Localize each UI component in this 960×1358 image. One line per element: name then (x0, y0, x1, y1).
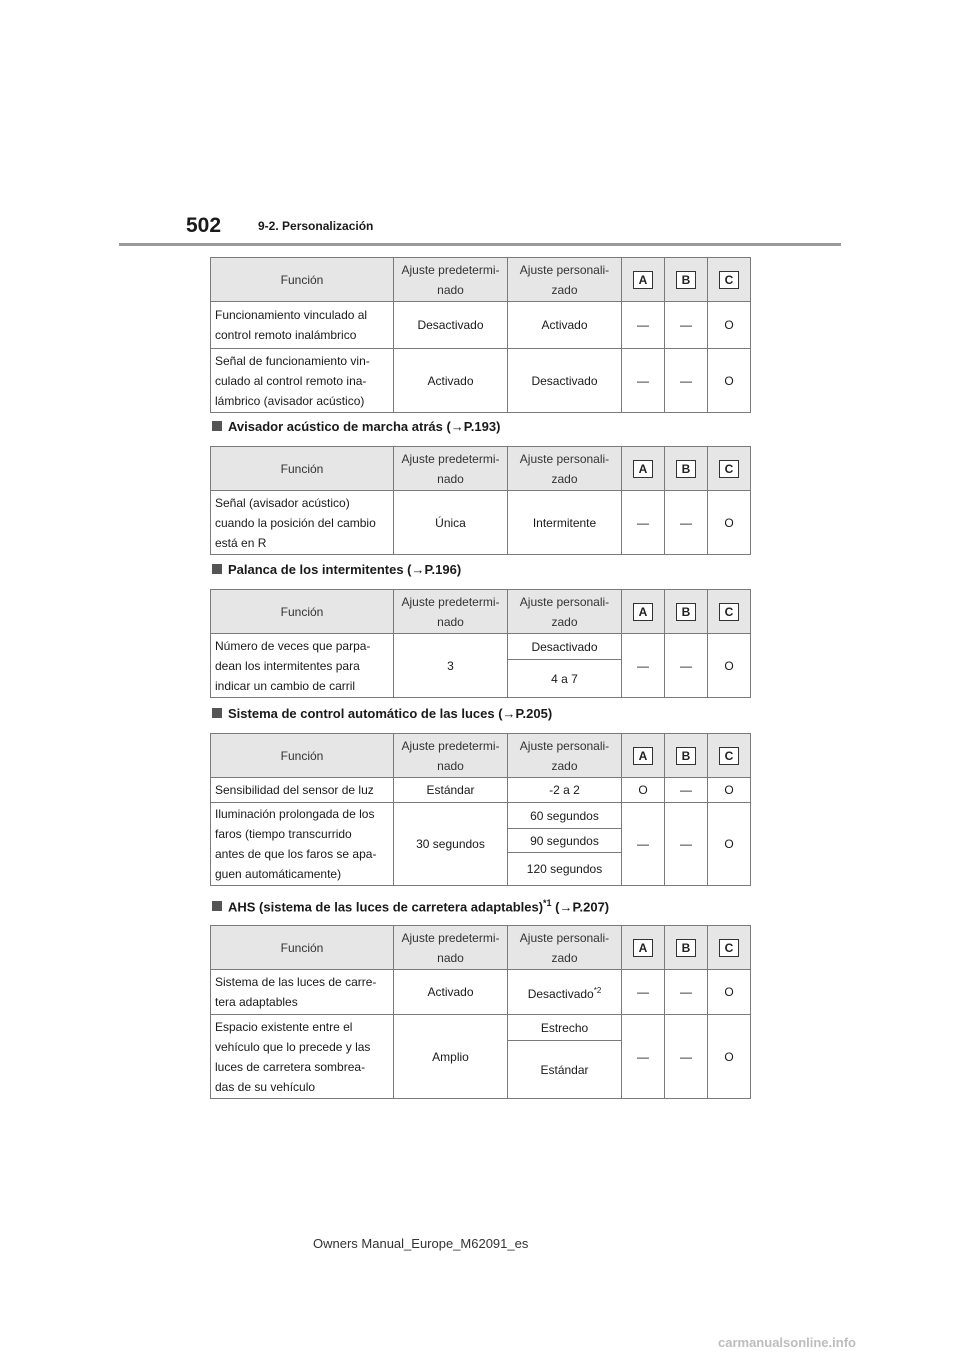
letter-a-icon: A (633, 271, 653, 289)
letter-c-icon: C (719, 271, 739, 289)
mark-b: — (665, 970, 708, 1015)
header-funcion: Función (211, 590, 394, 634)
custom-value: 4 a 7 (508, 660, 622, 698)
header-funcion: Función (211, 258, 394, 302)
header-ajuste-predeterminado: Ajuste predetermi- nado (394, 447, 508, 491)
custom-value: -2 a 2 (508, 778, 622, 803)
default-value: Activado (394, 970, 508, 1015)
chapter-title: 9-2. Personalización (258, 219, 374, 233)
custom-value: Desactivado (508, 634, 622, 660)
table-row (211, 302, 751, 349)
letter-a-icon: A (633, 747, 653, 765)
mark-c: O (708, 803, 751, 886)
letter-c-icon: C (719, 460, 739, 478)
bullet-square-icon (212, 564, 222, 574)
mark-c: O (708, 778, 751, 803)
header-ajuste-predeterminado: Ajuste predetermi- nado (394, 590, 508, 634)
header-funcion: Función (211, 734, 394, 778)
custom-value: Activado (508, 302, 622, 349)
mark-b: — (665, 634, 708, 698)
letter-b-icon: B (676, 603, 696, 621)
mark-b: — (665, 803, 708, 886)
default-value: 30 segundos (394, 803, 508, 886)
table-header-row (211, 447, 751, 491)
function-cell: Funcionamiento vinculado al control remoto inalámbrico (211, 302, 394, 349)
table-remote-control (210, 257, 751, 413)
mark-c: O (708, 349, 751, 413)
header-divider (119, 243, 841, 246)
header-ajuste-personalizado: Ajuste personali- zado (508, 926, 622, 970)
header-ajuste-personalizado: Ajuste personali- zado (508, 258, 622, 302)
mark-b: — (665, 349, 708, 413)
bullet-square-icon (212, 421, 222, 431)
function-cell: Número de veces que parpa- dean los intermitentes para indicar un cambio de carril (211, 634, 394, 698)
table-row (211, 634, 751, 660)
mark-b: — (665, 491, 708, 555)
mark-b: — (665, 1015, 708, 1099)
table-row (211, 491, 751, 555)
table-row (211, 803, 751, 829)
table-reverse-buzzer (210, 446, 751, 555)
mark-a: — (622, 803, 665, 886)
default-value: Única (394, 491, 508, 555)
header-c (708, 447, 751, 491)
section-title-reverse-buzzer: Avisador acústico de marcha atrás (→P.193) (212, 419, 500, 434)
letter-b-icon: B (676, 939, 696, 957)
header-c (708, 734, 751, 778)
mark-a: O (622, 778, 665, 803)
default-value: 3 (394, 634, 508, 698)
header-a (622, 590, 665, 634)
letter-c-icon: C (719, 747, 739, 765)
header-funcion: Función (211, 447, 394, 491)
function-cell: Sistema de las luces de carre- tera adaptables (211, 970, 394, 1015)
table-header-row (211, 734, 751, 778)
header-a (622, 447, 665, 491)
bullet-square-icon (212, 708, 222, 718)
mark-b: — (665, 778, 708, 803)
page-number: 502 (186, 214, 222, 237)
section-title-turn-signal-lever: Palanca de los intermitentes (→P.196) (212, 562, 461, 577)
header-b (665, 926, 708, 970)
mark-c: O (708, 491, 751, 555)
footer-manual-id: Owners Manual_Europe_M62091_es (313, 1236, 529, 1251)
table-row (211, 1015, 751, 1041)
section-title-ahs: AHS (sistema de las luces de carretera adaptables)$^{*1}$ (→P.207) (212, 898, 609, 914)
default-value: Desactivado (394, 302, 508, 349)
table-header-row (211, 258, 751, 302)
letter-a-icon: A (633, 939, 653, 957)
mark-c: O (708, 634, 751, 698)
table-header-row (211, 590, 751, 634)
header-ajuste-personalizado: Ajuste personali- zado (508, 734, 622, 778)
mark-a: — (622, 349, 665, 413)
header-c (708, 926, 751, 970)
mark-a: — (622, 491, 665, 555)
mark-c: O (708, 302, 751, 349)
function-cell: Iluminación prolongada de los faros (tiempo transcurrido antes de que los faros se apa- guen automáticamente) (211, 803, 394, 886)
custom-value: 90 segundos (508, 829, 622, 853)
custom-value: 60 segundos (508, 803, 622, 829)
header-b (665, 734, 708, 778)
letter-b-icon: B (676, 271, 696, 289)
table-ahs (210, 925, 751, 1099)
header-a (622, 258, 665, 302)
table-row (211, 970, 751, 1015)
function-cell: Señal (avisador acústico) cuando la posición del cambio está en R (211, 491, 394, 555)
header-ajuste-predeterminado: Ajuste predetermi- nado (394, 258, 508, 302)
header-ajuste-predeterminado: Ajuste predetermi- nado (394, 926, 508, 970)
letter-c-icon: C (719, 603, 739, 621)
header-b (665, 447, 708, 491)
header-a (622, 926, 665, 970)
letter-c-icon: C (719, 939, 739, 957)
default-value: Activado (394, 349, 508, 413)
header-ajuste-personalizado: Ajuste personali- zado (508, 447, 622, 491)
function-cell: Sensibilidad del sensor de luz (211, 778, 394, 803)
function-cell: Espacio existente entre el vehículo que lo precede y las luces de carretera sombrea- das de su vehículo (211, 1015, 394, 1099)
function-cell: Señal de funcionamiento vin- culado al control remoto ina- lámbrico (avisador acústico) (211, 349, 394, 413)
bullet-square-icon (212, 901, 222, 911)
table-header-row (211, 926, 751, 970)
letter-a-icon: A (633, 603, 653, 621)
header-a (622, 734, 665, 778)
letter-a-icon: A (633, 460, 653, 478)
table-automatic-light-control (210, 733, 751, 886)
mark-c: O (708, 970, 751, 1015)
custom-value: Intermitente (508, 491, 622, 555)
table-row (211, 349, 751, 413)
mark-c: O (708, 1015, 751, 1099)
mark-a: — (622, 634, 665, 698)
header-c (708, 258, 751, 302)
header-b (665, 590, 708, 634)
custom-value: Desactivado (508, 349, 622, 413)
mark-a: — (622, 970, 665, 1015)
mark-a: — (622, 1015, 665, 1099)
header-ajuste-predeterminado: Ajuste predetermi- nado (394, 734, 508, 778)
watermark: carmanualsonline.info (718, 1335, 856, 1350)
custom-value: Desactivado$^{*2}$ (508, 970, 622, 1015)
default-value: Amplio (394, 1015, 508, 1099)
header-ajuste-personalizado: Ajuste personali- zado (508, 590, 622, 634)
mark-a: — (622, 302, 665, 349)
table-row (211, 778, 751, 803)
header-funcion: Función (211, 926, 394, 970)
custom-value: Estándar (508, 1041, 622, 1099)
header-b (665, 258, 708, 302)
default-value: Estándar (394, 778, 508, 803)
header-c (708, 590, 751, 634)
custom-value: 120 segundos (508, 853, 622, 886)
letter-b-icon: B (676, 460, 696, 478)
custom-value: Estrecho (508, 1015, 622, 1041)
table-turn-signal-lever (210, 589, 751, 698)
section-title-automatic-light-control: Sistema de control automático de las luces (→P.205) (212, 706, 552, 721)
letter-b-icon: B (676, 747, 696, 765)
mark-b: — (665, 302, 708, 349)
